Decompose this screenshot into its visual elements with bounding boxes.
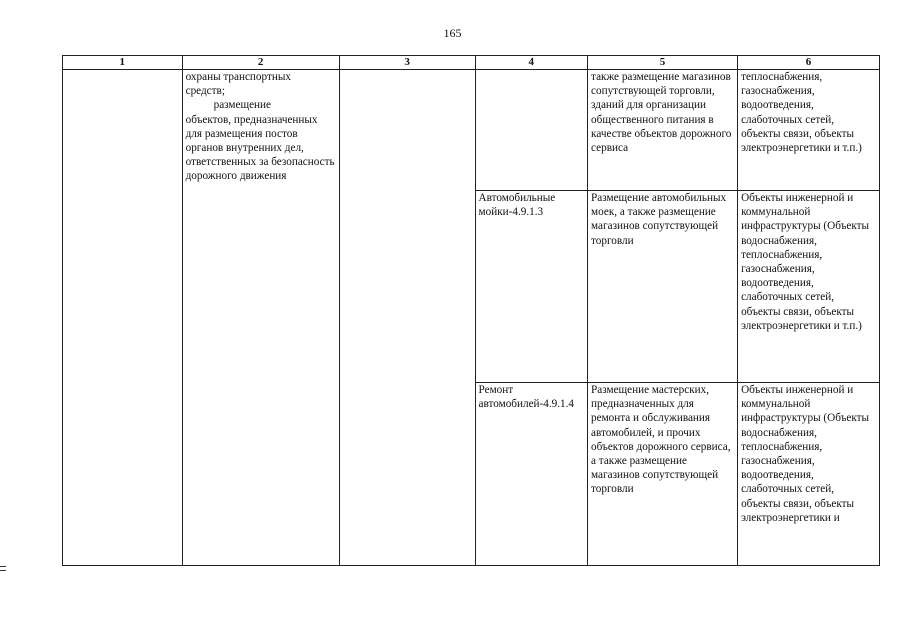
column-header-1: 1 [63,56,183,70]
use-description-cell: Размещение мастерских, предназначенных для ремонта и обслуживания автомобилей, и прочих объектов дорожного сервиса, а также размещение магазинов сопутствующей торговли [588,383,738,566]
empty-column-3-cell [339,70,475,566]
infrastructure-cell: Объекты инженерной и коммунальной инфраструктуры (Объекты водоснабжения, теплоснабжения, газоснабжения, водоотведения, слаботочных сетей, объекты связи, объекты электроэнергетики и т.п.) [738,191,880,383]
main-use-cell [182,70,339,566]
use-description-cell: Размещение автомобильных моек, а также размещение магазинов сопутствующей торговли [588,191,738,383]
use-code-cell [475,70,588,191]
main-use-text: объектов, предназначенных для размещения постов органов внутренних дел, ответственных за безопасность дорожного движения [185,113,335,183]
page-edge-mark [0,566,6,571]
use-code-cell: Ремонт автомобилей-4.9.1.4 [475,383,588,566]
use-code-cell: Автомобильные мойки-4.9.1.3 [475,191,588,383]
infrastructure-cell: Объекты инженерной и коммунальной инфраструктуры (Объекты водоснабжения, теплоснабжения, газоснабжения, водоотведения, слаботочных сетей, объекты связи, объекты электроэнергетики и [738,383,880,566]
table-row [63,70,880,191]
main-use-line: средств; [185,85,225,98]
infrastructure-cell: теплоснабжения, газоснабжения, водоотведения, слаботочных сетей, объекты связи, объекты электроэнергетики и т.п.) [738,70,880,191]
main-use-line: размещение [213,99,271,112]
column-header-2: 2 [182,56,339,70]
use-description-cell: также размещение магазинов сопутствующей торговли, зданий для организации общественного питания в качестве объектов дорожного сервиса [588,70,738,191]
page-number: 165 [443,26,462,40]
main-use-line: охраны транспортных [185,71,291,83]
column-header-3: 3 [339,56,475,70]
zone-code-cell [63,70,183,566]
land-use-table [62,55,880,566]
column-header-5: 5 [588,56,738,70]
column-number-row [63,56,880,70]
column-header-4: 4 [475,56,588,70]
column-header-6: 6 [738,56,880,70]
